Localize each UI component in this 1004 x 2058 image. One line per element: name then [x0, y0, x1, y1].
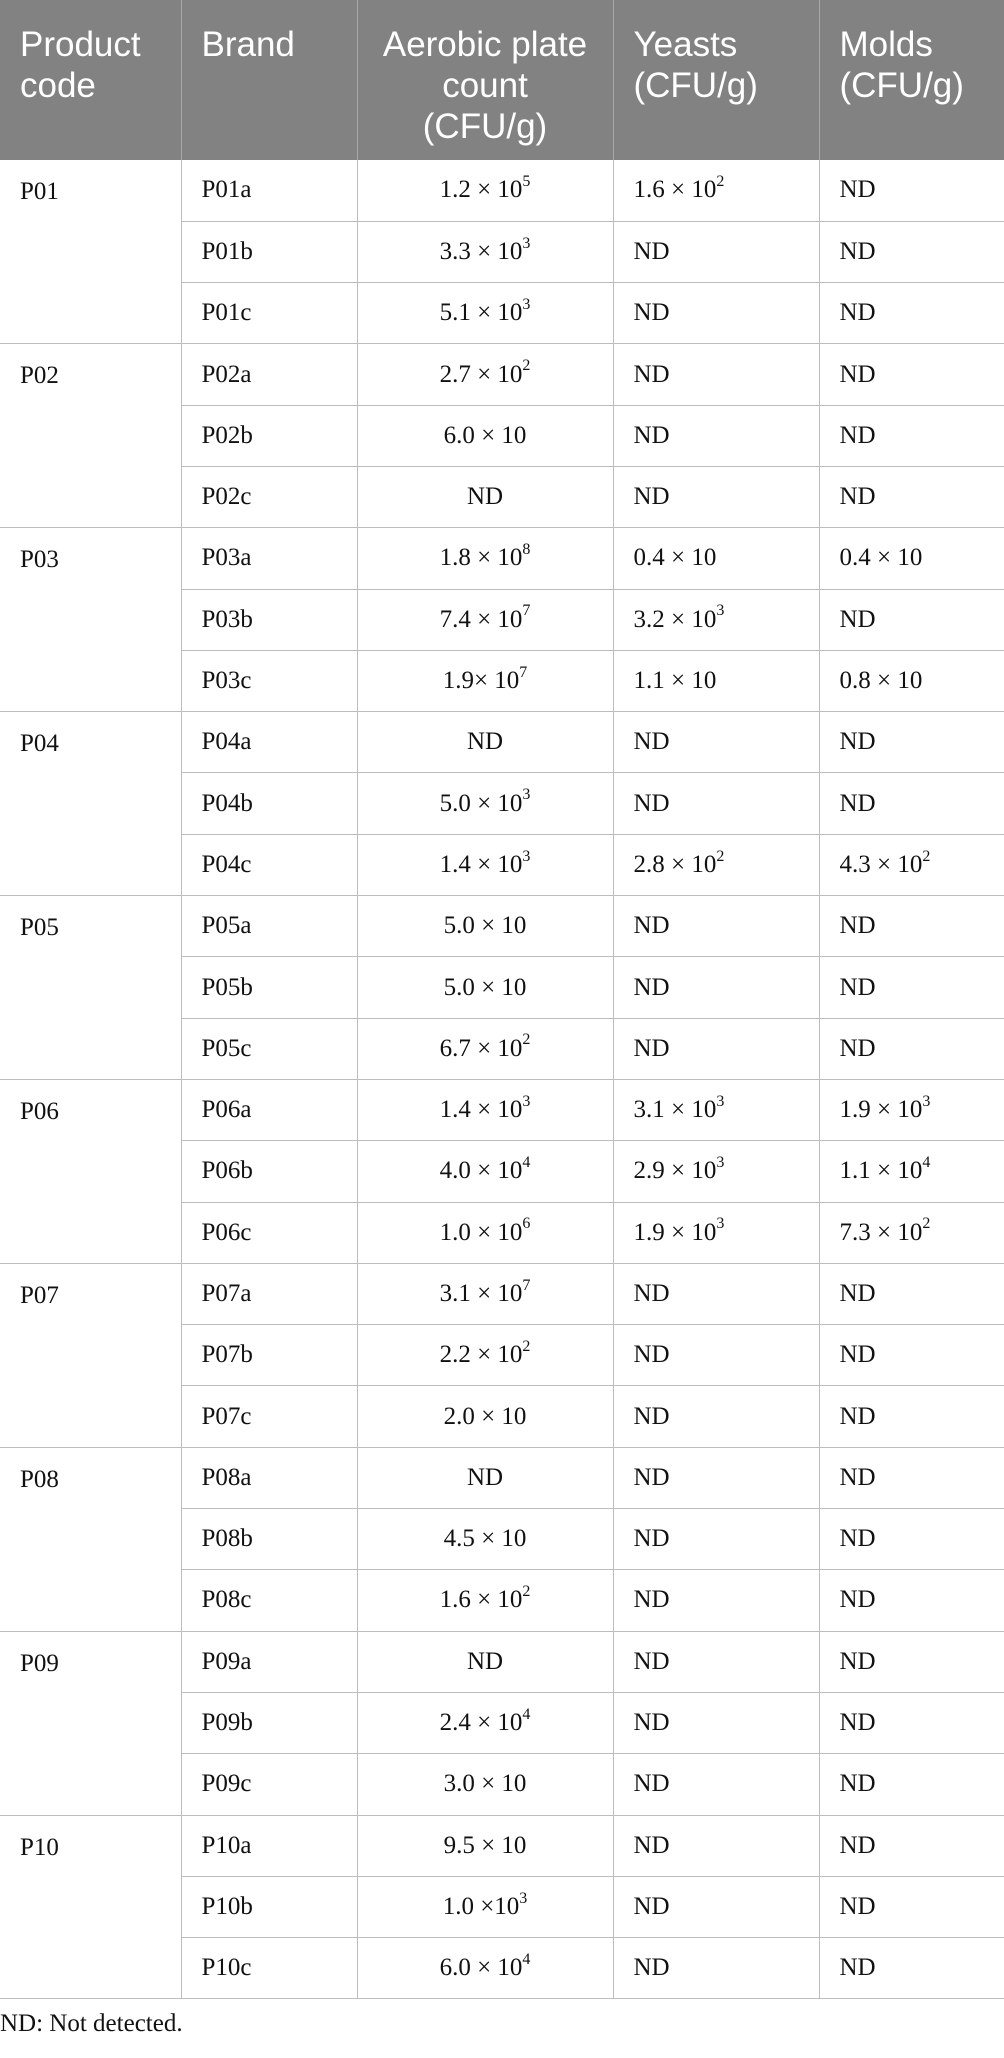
cell-aerobic-value: 1.0 ×10	[442, 1892, 520, 1920]
cell-yeasts	[613, 1815, 819, 1876]
cell-yeasts-value: ND	[633, 421, 670, 449]
cell-yeasts-value: 2.8 × 10	[633, 850, 717, 878]
table-row	[0, 344, 1004, 405]
cell-aerobic-exponent: 8	[522, 541, 531, 559]
cell-brand: P05b	[181, 957, 357, 1018]
cell-aerobic-exponent: 7	[522, 1276, 531, 1294]
cell-molds-value: ND	[839, 728, 876, 756]
cell-brand: P07a	[181, 1263, 357, 1324]
cell-brand: P07c	[181, 1386, 357, 1447]
cell-yeasts-exponent: 3	[716, 602, 725, 620]
cell-aerobic	[357, 221, 613, 282]
header-brand: Brand	[181, 0, 357, 160]
cell-product-code: P02	[0, 344, 181, 528]
cell-aerobic-value: 9.5 × 10	[443, 1831, 527, 1859]
cell-molds-value: ND	[839, 605, 876, 633]
cell-yeasts	[613, 160, 819, 221]
cell-molds-value: 1.9 × 10	[839, 1096, 923, 1124]
cell-yeasts-exponent: 2	[716, 847, 725, 865]
cell-yeasts	[613, 957, 819, 1018]
cell-molds	[819, 160, 1004, 221]
cell-brand: P08a	[181, 1447, 357, 1508]
cell-aerobic-value: 1.8 × 10	[439, 544, 523, 572]
cell-yeasts-value: ND	[633, 299, 670, 327]
cell-yeasts-value: ND	[633, 1279, 670, 1307]
cell-brand: P06c	[181, 1202, 357, 1263]
cell-yeasts	[613, 1386, 819, 1447]
header-product-code: Product code	[0, 0, 181, 160]
cell-product-code: P01	[0, 160, 181, 344]
cell-yeasts	[613, 1754, 819, 1815]
cell-molds-value: ND	[839, 237, 876, 265]
cell-yeasts	[613, 405, 819, 466]
cell-molds	[819, 1754, 1004, 1815]
cell-yeasts	[613, 1202, 819, 1263]
cell-yeasts-value: ND	[633, 1525, 670, 1553]
cell-aerobic-value: 2.0 × 10	[443, 1402, 527, 1430]
cell-yeasts-value: ND	[633, 1402, 670, 1430]
cell-yeasts	[613, 344, 819, 405]
cell-aerobic	[357, 405, 613, 466]
cell-yeasts	[613, 1141, 819, 1202]
cell-brand: P09b	[181, 1692, 357, 1753]
header-aerobic-plate-count: Aerobic plate count (CFU/g)	[357, 0, 613, 160]
cell-yeasts-exponent: 3	[716, 1092, 725, 1110]
cell-aerobic-value: ND	[466, 483, 504, 511]
cell-aerobic-value: ND	[466, 1463, 504, 1491]
cell-yeasts-value: ND	[633, 789, 670, 817]
cell-molds	[819, 589, 1004, 650]
table-row	[0, 1263, 1004, 1324]
cell-molds-value: 1.1 × 10	[839, 1157, 923, 1185]
cell-aerobic-value: 2.7 × 10	[439, 360, 523, 388]
cell-molds-value: ND	[839, 789, 876, 817]
cell-aerobic-value: 2.2 × 10	[439, 1341, 523, 1369]
cell-yeasts	[613, 650, 819, 711]
cell-molds	[819, 1876, 1004, 1937]
cell-yeasts-value: ND	[633, 973, 670, 1001]
cell-molds-value: 7.3 × 10	[839, 1218, 923, 1246]
cell-aerobic	[357, 1876, 613, 1937]
cell-molds	[819, 344, 1004, 405]
cell-aerobic	[357, 1815, 613, 1876]
cell-yeasts-value: 1.6 × 10	[633, 176, 717, 204]
cell-molds-value: 0.8 × 10	[839, 667, 923, 695]
cell-aerobic-value: 7.4 × 10	[439, 605, 523, 633]
cell-aerobic	[357, 1386, 613, 1447]
cell-molds-exponent: 2	[922, 847, 931, 865]
cell-molds	[819, 1509, 1004, 1570]
cell-molds-value: ND	[839, 1709, 876, 1737]
cell-yeasts-value: ND	[633, 1341, 670, 1369]
cell-product-code: P07	[0, 1263, 181, 1447]
cell-aerobic-value: 5.0 × 10	[439, 789, 523, 817]
cell-aerobic-value: 5.1 × 10	[439, 299, 523, 327]
cell-molds	[819, 466, 1004, 527]
cell-aerobic	[357, 957, 613, 1018]
cell-aerobic-exponent: 4	[522, 1705, 531, 1723]
cell-brand: P08c	[181, 1570, 357, 1631]
cell-aerobic-exponent: 3	[522, 847, 531, 865]
cell-brand: P10c	[181, 1938, 357, 1999]
cell-aerobic-exponent: 3	[519, 1889, 528, 1907]
cell-yeasts	[613, 589, 819, 650]
cell-molds-value: ND	[839, 1831, 876, 1859]
cell-aerobic	[357, 1141, 613, 1202]
cell-molds-exponent: 2	[922, 1215, 931, 1233]
cell-aerobic-exponent: 7	[522, 602, 531, 620]
cell-brand: P01b	[181, 221, 357, 282]
cell-molds	[819, 528, 1004, 589]
cell-aerobic-exponent: 3	[522, 1092, 531, 1110]
cell-brand: P08b	[181, 1509, 357, 1570]
cell-molds	[819, 650, 1004, 711]
table-body	[0, 160, 1004, 1999]
cell-product-code: P09	[0, 1631, 181, 1815]
cell-product-code: P03	[0, 528, 181, 712]
cell-molds	[819, 1263, 1004, 1324]
cell-molds-value: ND	[839, 1525, 876, 1553]
cell-yeasts	[613, 1876, 819, 1937]
cell-yeasts-value: ND	[633, 1586, 670, 1614]
cell-molds	[819, 1202, 1004, 1263]
cell-aerobic-value: 1.2 × 10	[439, 176, 523, 204]
cell-aerobic	[357, 1447, 613, 1508]
cell-yeasts-value: ND	[633, 1709, 670, 1737]
table-row	[0, 712, 1004, 773]
cell-yeasts	[613, 1325, 819, 1386]
cell-yeasts	[613, 1938, 819, 1999]
cell-brand: P04c	[181, 834, 357, 895]
table-row	[0, 1815, 1004, 1876]
header-row	[0, 0, 1004, 160]
cell-molds	[819, 773, 1004, 834]
cell-molds	[819, 1570, 1004, 1631]
cell-yeasts	[613, 1631, 819, 1692]
cell-aerobic	[357, 1263, 613, 1324]
cell-brand: P01c	[181, 283, 357, 344]
cell-aerobic	[357, 1079, 613, 1140]
cell-yeasts-value: ND	[633, 1831, 670, 1859]
cell-aerobic-value: 6.0 × 10	[439, 1954, 523, 1982]
cell-brand: P04b	[181, 773, 357, 834]
table-footnote: ND: Not detected.	[0, 2010, 183, 2037]
cell-brand: P07b	[181, 1325, 357, 1386]
cell-aerobic	[357, 712, 613, 773]
cell-aerobic	[357, 773, 613, 834]
cell-product-code: P10	[0, 1815, 181, 1999]
cell-molds-value: ND	[839, 912, 876, 940]
cell-brand: P04a	[181, 712, 357, 773]
cell-molds	[819, 1447, 1004, 1508]
cell-aerobic-value: 3.1 × 10	[439, 1279, 523, 1307]
cell-yeasts-value: ND	[633, 360, 670, 388]
cell-aerobic	[357, 528, 613, 589]
cell-product-code: P04	[0, 712, 181, 896]
cell-yeasts	[613, 283, 819, 344]
cell-aerobic-value: 2.4 × 10	[439, 1709, 523, 1737]
cell-yeasts-value: ND	[633, 1647, 670, 1675]
cell-aerobic-value: 1.6 × 10	[439, 1586, 523, 1614]
cell-yeasts-exponent: 3	[716, 1215, 725, 1233]
cell-molds	[819, 1079, 1004, 1140]
cell-yeasts	[613, 221, 819, 282]
cell-yeasts	[613, 1692, 819, 1753]
cell-yeasts	[613, 834, 819, 895]
cell-aerobic	[357, 1325, 613, 1386]
cell-aerobic	[357, 1202, 613, 1263]
cell-molds-value: ND	[839, 1892, 876, 1920]
cell-brand: P02c	[181, 466, 357, 527]
cell-aerobic-exponent: 4	[522, 1154, 531, 1172]
cell-molds-value: ND	[839, 299, 876, 327]
cell-molds-exponent: 4	[922, 1154, 931, 1172]
cell-aerobic	[357, 344, 613, 405]
cell-aerobic	[357, 1754, 613, 1815]
cell-molds-value: ND	[839, 1402, 876, 1430]
cell-aerobic-exponent: 2	[522, 1337, 531, 1355]
cell-aerobic	[357, 283, 613, 344]
cell-brand: P03c	[181, 650, 357, 711]
cell-brand: P09c	[181, 1754, 357, 1815]
cell-molds-value: ND	[839, 360, 876, 388]
table-row	[0, 1631, 1004, 1692]
cell-yeasts-value: ND	[633, 728, 670, 756]
cell-molds	[819, 1631, 1004, 1692]
cell-aerobic	[357, 834, 613, 895]
cell-yeasts-value: 3.1 × 10	[633, 1096, 717, 1124]
cell-molds	[819, 896, 1004, 957]
cell-molds-value: ND	[839, 1034, 876, 1062]
cell-molds	[819, 405, 1004, 466]
cell-yeasts	[613, 773, 819, 834]
cell-aerobic-exponent: 2	[522, 1583, 531, 1601]
cell-molds	[819, 1815, 1004, 1876]
cell-brand: P02b	[181, 405, 357, 466]
cell-yeasts-value: 1.1 × 10	[633, 667, 717, 695]
cell-aerobic-exponent: 5	[522, 173, 531, 191]
cell-brand: P03b	[181, 589, 357, 650]
cell-aerobic-value: ND	[466, 728, 504, 756]
cell-product-code: P06	[0, 1079, 181, 1263]
cell-molds-value: ND	[839, 1279, 876, 1307]
cell-aerobic-exponent: 2	[522, 1031, 531, 1049]
table-row	[0, 1447, 1004, 1508]
cell-yeasts	[613, 1447, 819, 1508]
cell-aerobic-value: 4.5 × 10	[443, 1525, 527, 1553]
cell-brand: P05c	[181, 1018, 357, 1079]
table-row	[0, 160, 1004, 221]
cell-molds	[819, 1386, 1004, 1447]
cell-yeasts-value: ND	[633, 237, 670, 265]
cell-molds	[819, 1692, 1004, 1753]
cell-aerobic-value: 1.0 × 10	[439, 1218, 523, 1246]
cell-molds-value: ND	[839, 1954, 876, 1982]
cell-aerobic	[357, 1692, 613, 1753]
cell-aerobic-exponent: 7	[519, 663, 528, 681]
cell-yeasts	[613, 1570, 819, 1631]
cell-aerobic-exponent: 3	[522, 786, 531, 804]
cell-aerobic	[357, 160, 613, 221]
cell-molds	[819, 1938, 1004, 1999]
cell-molds-value: ND	[839, 421, 876, 449]
cell-aerobic	[357, 1018, 613, 1079]
cell-molds-value: 4.3 × 10	[839, 850, 923, 878]
cell-aerobic	[357, 1509, 613, 1570]
cell-molds	[819, 1325, 1004, 1386]
cell-brand: P05a	[181, 896, 357, 957]
cell-yeasts-exponent: 3	[716, 1154, 725, 1172]
cell-aerobic-value: 5.0 × 10	[443, 912, 527, 940]
cell-molds-exponent: 3	[922, 1092, 931, 1110]
cell-molds-value: ND	[839, 1770, 876, 1798]
cell-aerobic-value: 3.0 × 10	[443, 1770, 527, 1798]
cell-molds-value: ND	[839, 483, 876, 511]
cell-molds	[819, 834, 1004, 895]
cell-molds-value: ND	[839, 176, 876, 204]
cell-yeasts	[613, 896, 819, 957]
cell-yeasts-value: 1.9 × 10	[633, 1218, 717, 1246]
cell-yeasts-value: 3.2 × 10	[633, 605, 717, 633]
cell-brand: P02a	[181, 344, 357, 405]
header-molds: Molds (CFU/g)	[819, 0, 1004, 160]
cell-aerobic-exponent: 4	[522, 1950, 531, 1968]
cell-molds-value: ND	[839, 973, 876, 1001]
cell-yeasts	[613, 1263, 819, 1324]
cell-brand: P06a	[181, 1079, 357, 1140]
cell-brand: P06b	[181, 1141, 357, 1202]
cell-yeasts	[613, 466, 819, 527]
cell-brand: P10a	[181, 1815, 357, 1876]
cell-molds	[819, 221, 1004, 282]
cell-aerobic	[357, 896, 613, 957]
cell-aerobic	[357, 1938, 613, 1999]
cell-yeasts-value: ND	[633, 912, 670, 940]
cell-yeasts-value: ND	[633, 1954, 670, 1982]
cell-yeasts-value: 2.9 × 10	[633, 1157, 717, 1185]
cell-brand: P09a	[181, 1631, 357, 1692]
cell-molds	[819, 1141, 1004, 1202]
table-header	[0, 0, 1004, 160]
cell-molds	[819, 1018, 1004, 1079]
cell-molds	[819, 712, 1004, 773]
cell-product-code: P08	[0, 1447, 181, 1631]
cell-aerobic-value: 1.4 × 10	[439, 1096, 523, 1124]
cell-yeasts-value: ND	[633, 1770, 670, 1798]
cell-aerobic	[357, 1570, 613, 1631]
cell-molds	[819, 957, 1004, 1018]
cell-aerobic-value: 5.0 × 10	[443, 973, 527, 1001]
cell-brand: P01a	[181, 160, 357, 221]
cell-yeasts-value: ND	[633, 1463, 670, 1491]
cell-aerobic	[357, 466, 613, 527]
cell-yeasts	[613, 1018, 819, 1079]
cell-yeasts	[613, 712, 819, 773]
cell-aerobic-value: 6.7 × 10	[439, 1034, 523, 1062]
cell-aerobic	[357, 589, 613, 650]
cell-aerobic	[357, 1631, 613, 1692]
cell-aerobic-value: 3.3 × 10	[439, 237, 523, 265]
cell-yeasts	[613, 1509, 819, 1570]
cell-yeasts-exponent: 2	[716, 173, 725, 191]
cell-brand: P10b	[181, 1876, 357, 1937]
cell-aerobic-exponent: 6	[522, 1215, 531, 1233]
cell-yeasts-value: ND	[633, 1034, 670, 1062]
cell-yeasts	[613, 528, 819, 589]
cell-molds-value: 0.4 × 10	[839, 544, 923, 572]
cell-aerobic-exponent: 3	[522, 234, 531, 252]
cell-product-code: P05	[0, 896, 181, 1080]
cell-aerobic-exponent: 3	[522, 295, 531, 313]
cell-aerobic-value: 6.0 × 10	[443, 421, 527, 449]
cell-aerobic-value: 1.9× 10	[442, 667, 520, 695]
cell-yeasts-value: 0.4 × 10	[633, 544, 717, 572]
cell-aerobic	[357, 650, 613, 711]
cell-yeasts-value: ND	[633, 483, 670, 511]
cell-brand: P03a	[181, 528, 357, 589]
cell-aerobic-value: 4.0 × 10	[439, 1157, 523, 1185]
cell-molds-value: ND	[839, 1463, 876, 1491]
cell-molds-value: ND	[839, 1586, 876, 1614]
table-row	[0, 528, 1004, 589]
cell-aerobic-value: 1.4 × 10	[439, 850, 523, 878]
cell-molds	[819, 283, 1004, 344]
header-yeasts: Yeasts (CFU/g)	[613, 0, 819, 160]
cell-yeasts-value: ND	[633, 1892, 670, 1920]
table-row	[0, 1079, 1004, 1140]
cell-aerobic-exponent: 2	[522, 357, 531, 375]
cell-molds-value: ND	[839, 1647, 876, 1675]
cell-aerobic-value: ND	[466, 1647, 504, 1675]
cell-yeasts	[613, 1079, 819, 1140]
cell-molds-value: ND	[839, 1341, 876, 1369]
table-row	[0, 896, 1004, 957]
